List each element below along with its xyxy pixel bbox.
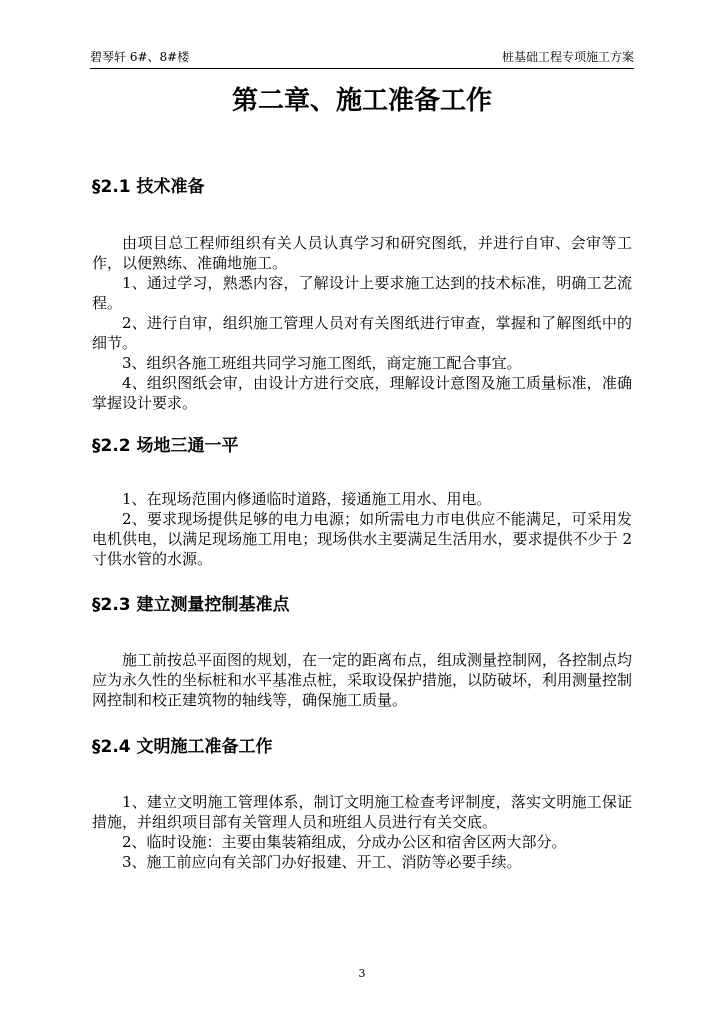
page-number: 3	[358, 967, 366, 980]
paragraph: 2、进行自审，组织施工管理人员对有关图纸进行审查，掌握和了解图纸中的细节。	[92, 314, 632, 352]
section-body-2-1	[92, 233, 632, 413]
section-body-2-3	[92, 650, 632, 710]
section-title-2-1: §2.1 技术准备	[92, 177, 205, 197]
page-header	[90, 50, 634, 69]
paragraph: 3、施工前应向有关部门办好报建、开工、消防等必要手续。	[122, 853, 522, 871]
section-title-2-2: §2.2 场地三通一平	[92, 436, 239, 456]
paragraph: 3、组织各施工班组共同学习施工图纸，商定施工配合事宜。	[122, 354, 522, 372]
section-title-2-3: §2.3 建立测量控制基准点	[92, 595, 290, 615]
paragraph: 4、组织图纸会审，由设计方进行交底，理解设计意图及施工质量标准，准确掌握设计要求。	[92, 374, 632, 412]
paragraph: 1、在现场范围内修通临时道路，接通施工用水、用电。	[122, 490, 492, 508]
header-document-title: 桩基础工程专项施工方案	[501, 50, 634, 64]
paragraph: 1、通过学习，熟悉内容，了解设计上要求施工达到的技术标准，明确工艺流程。	[92, 274, 632, 312]
paragraph: 由项目总工程师组织有关人员认真学习和研究图纸，并进行自审、会审等工作，以便熟练、准确地施工。	[92, 234, 632, 272]
paragraph: 1、建立文明施工管理体系，制订文明施工检查考评制度，落实文明施工保证措施，并组织项目部有关管理人员和班组人员进行有关交底。	[92, 793, 632, 831]
header-project-name: 碧琴轩 6#、8#楼	[90, 50, 190, 64]
paragraph: 2、临时设施：主要由集装箱组成，分成办公区和宿舍区两大部分。	[122, 833, 567, 851]
section-body-2-4	[92, 792, 632, 872]
section-body-2-2	[92, 489, 632, 569]
paragraph: 2、要求现场提供足够的电力电源；如所需电力市电供应不能满足，可采用发电机供电，以满足现场施工用电；现场供水主要满足生活用水，要求提供不少于 2 寸供水管的水源。	[92, 510, 632, 568]
chapter-title: 第二章、施工准备工作	[231, 86, 492, 116]
section-title-2-4: §2.4 文明施工准备工作	[92, 737, 273, 757]
paragraph: 施工前按总平面图的规划，在一定的距离布点，组成测量控制网，各控制点均应为永久性的坐标桩和水平基准点桩，采取设保护措施，以防破坏，利用测量控制网控制和校正建筑物的轴线等，确保施工质量。	[92, 651, 633, 709]
